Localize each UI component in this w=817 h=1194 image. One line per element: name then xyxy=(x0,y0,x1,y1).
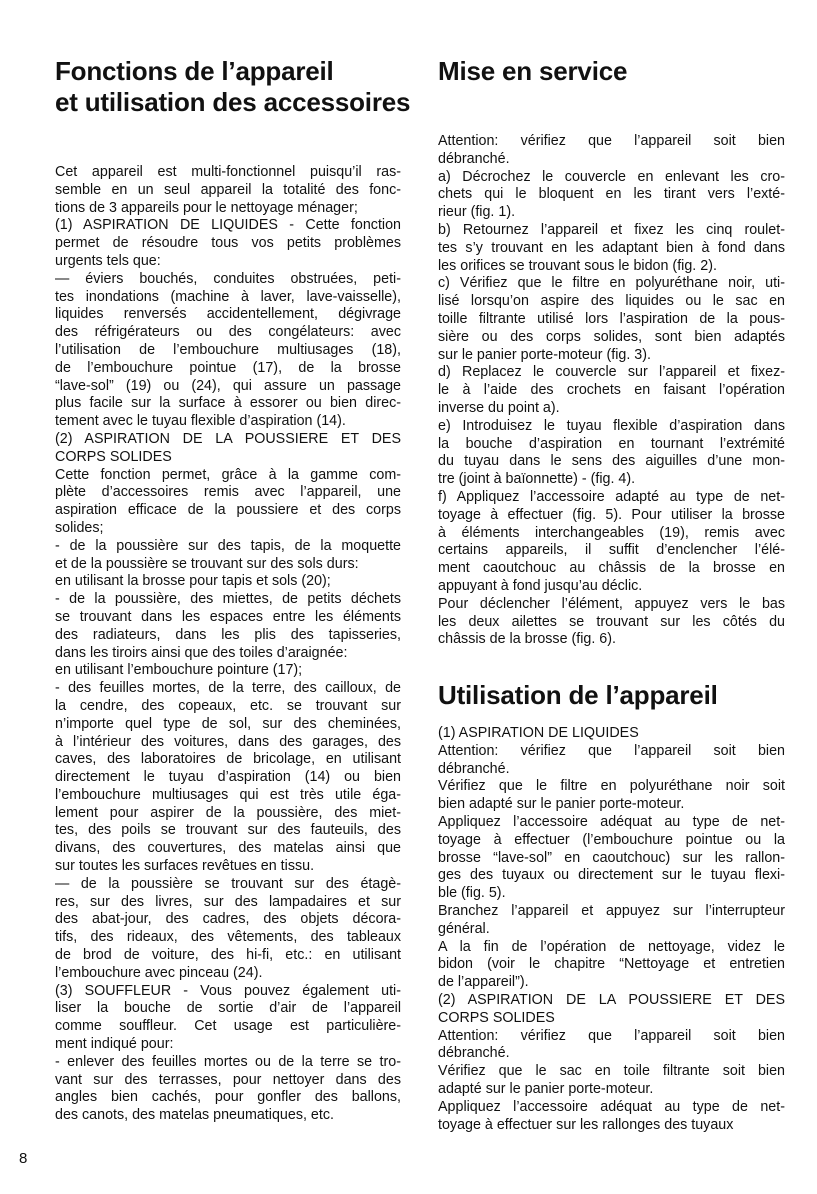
text-line: Cette fonction permet, grâce à la gamme com- xyxy=(55,466,401,483)
text-line: CORPS SOLIDES xyxy=(438,1009,555,1026)
text-line: débranché. xyxy=(438,1045,510,1062)
text-line: e) Introduisez le tuyau flexible d’aspiration dans xyxy=(438,417,785,434)
text-line: vant sur des terrasses, pour nettoyer dans des xyxy=(55,1071,401,1088)
text-line: châssis de la brosse (fig. 6). xyxy=(438,631,616,648)
text-line: res, sur des livres, sur des lampadaires et sur xyxy=(55,893,401,910)
text-line: toyage à effectuer sur les rallonges des tuyaux xyxy=(438,1116,734,1133)
text-line: tifs, des rideaux, des vêtements, des tableaux xyxy=(55,929,401,946)
text-line: CORPS SOLIDES xyxy=(55,448,172,465)
text-line: d) Replacez le couvercle sur l’appareil et fixez- xyxy=(438,364,785,381)
text-line: en utilisant la brosse pour tapis et sols (20); xyxy=(55,573,331,590)
text-line: des abat-jour, des cadres, des objets décora- xyxy=(55,911,401,928)
text-line: angles bien cachés, pour gonfler des ballons, xyxy=(55,1089,401,1106)
text-line: des réfrigérateurs ou des congélateurs: avec xyxy=(55,324,401,341)
text-line: Attention: vérifiez que l’appareil soit bien xyxy=(438,1027,785,1044)
text-line: (1) ASPIRATION DE LIQUIDES xyxy=(438,725,639,741)
text-line: directement le tuyau d’aspiration (14) ou bien xyxy=(55,769,401,786)
text-line: Appliquez l’accessoire adéquat au type de net- xyxy=(438,1098,785,1115)
left-heading xyxy=(55,56,415,118)
text-line: solides; xyxy=(55,519,104,536)
text-line: tement avec le tuyau flexible d’aspiration (14). xyxy=(55,413,346,430)
text-line: A la fin de l’opération de nettoyage, videz le xyxy=(438,938,785,955)
text-line: de brod de voiture, des hi-fi, etc.: en utilisant xyxy=(55,947,401,964)
text-line: Vérifiez que le filtre en polyuréthane noir soit xyxy=(438,778,785,795)
text-line: tions de 3 appareils pour le nettoyage ménager; xyxy=(55,199,358,216)
text-line: des canots, des matelas pneumatiques, etc. xyxy=(55,1107,334,1124)
text-line: - des feuilles mortes, de la terre, des cailloux, de xyxy=(55,680,401,697)
text-line: Vérifiez que le sac en toile filtrante soit bien xyxy=(438,1063,785,1080)
text-line: - enlever des feuilles mortes ou de la terre se tro- xyxy=(55,1053,401,1070)
text-line: comme souffleur. Cet usage est particulière- xyxy=(55,1018,401,1035)
text-line: aspiration efficace de la poussiere et des corps xyxy=(55,502,401,519)
left-heading-line-2: et utilisation des accessoires xyxy=(55,87,411,117)
text-line: inverse du point a). xyxy=(438,399,560,416)
text-line: la bouche d’aspiration en tournant l’extrémité xyxy=(438,435,785,452)
text-line: caves, des laboratoires de bricolage, en utilisant xyxy=(55,751,401,768)
text-line: (3) SOUFFLEUR - Vous pouvez également uti- xyxy=(55,982,401,999)
text-line: la cendre, des copeaux, etc. se trouvant sur xyxy=(55,697,401,714)
text-line: sur le panier porte-moteur (fig. 3). xyxy=(438,346,651,363)
left-heading-line-1: Fonctions de l’appareil xyxy=(55,56,334,86)
text-line: rieur (fig. 1). xyxy=(438,204,516,221)
text-line: ges des tuyaux ou directement sur le tuyau flexi- xyxy=(438,867,785,884)
text-line: du tuyau dans le sens des aiguilles d’une mon- xyxy=(438,453,785,470)
text-line: liquides renversés accidentellement, dégivrage xyxy=(55,306,401,323)
text-line: f) Appliquez l’accessoire adapté au type de net- xyxy=(438,488,785,505)
text-line: b) Retournez l’appareil et fixez les cinq roulet- xyxy=(438,221,785,238)
text-line: et de la poussière se trouvant sur des sols durs: xyxy=(55,555,359,572)
text-line: appuyant à fond jusqu’au déclic. xyxy=(438,577,643,594)
text-line: l’embouchure multiusages qui est très utile éga- xyxy=(55,786,401,803)
text-line: à l’intérieur des voitures, dans des garages, des xyxy=(55,733,401,750)
mise-en-service-heading: Mise en service xyxy=(438,56,628,86)
text-line: ment indiqué pour: xyxy=(55,1036,174,1053)
text-line: sur toutes les surfaces revêtues en tissu. xyxy=(55,858,315,875)
text-line: tes, des poils se trouvant sur des fauteuils, des xyxy=(55,822,401,839)
text-line: - de la poussière sur des tapis, de la moquette xyxy=(55,537,401,554)
text-line: Appliquez l’accessoire adéquat au type de net- xyxy=(438,813,785,830)
text-line: bien adapté sur le panier porte-moteur. xyxy=(438,796,685,813)
text-line: en utilisant l’embouchure pointure (17); xyxy=(55,662,303,679)
text-line: dans les tiroirs ainsi que des toiles d’araignée: xyxy=(55,644,348,661)
text-line: Pour déclencher l’élément, appuyez vers le bas xyxy=(438,595,785,612)
text-line: semble en un seul appareil la totalité des fonc- xyxy=(55,181,401,198)
page-number: 8 xyxy=(19,1150,28,1167)
text-line: toille filtrante utilisé lors l’aspiration de la pous- xyxy=(438,310,785,327)
utilisation-text xyxy=(438,725,785,1134)
text-line: les orifices se trouvant sous le bidon (fig. 2). xyxy=(438,257,717,274)
text-line: les deux ailettes se trouvant sur les côtés du xyxy=(438,613,785,630)
text-line: bidon (voir le chapitre “Nettoyage et entretien xyxy=(438,956,785,973)
text-line: divans, des couvertures, des matelas ainsi que xyxy=(55,840,401,857)
text-line: le à l’aide des crochets en faisant l’opération xyxy=(438,382,785,399)
text-line: chets qui le bloquent en les tirant vers l’exté- xyxy=(438,186,785,203)
text-line: toyage à effectuer (fig. 5). Pour utiliser la brosse xyxy=(438,506,785,523)
text-line: certains appareils, il suffit d’enclencher l’élé- xyxy=(438,542,785,559)
text-line: de l’embouchure pointue (17), de la brosse xyxy=(55,359,401,376)
text-line: lisé lorsqu’on aspire des liquides ou le sac en xyxy=(438,293,785,310)
text-line: plus facile sur la surface à essorer ou bien direc- xyxy=(55,395,401,412)
text-line: l’embouchure avec pinceau (24). xyxy=(55,964,263,981)
text-line: lement pour aspirer de la poussière, des miet- xyxy=(55,804,401,821)
text-line: — de la poussière se trouvant sur des étagè- xyxy=(55,875,401,892)
mise-en-service-text xyxy=(438,133,785,649)
text-line: sière ou des corps solides, sont bien adaptés xyxy=(438,328,785,345)
text-line: - de la poussière, des miettes, de petits déchets xyxy=(55,591,401,608)
text-line: (2) ASPIRATION DE LA POUSSIERE ET DES xyxy=(438,991,785,1008)
text-line: des radiateurs, dans les plis des tapisseries, xyxy=(55,626,401,643)
text-line: a) Décrochez le couvercle en enlevant les cro- xyxy=(438,168,785,185)
text-line: tes s’y trouvant en les adaptant bien à fond dans xyxy=(438,239,785,256)
left-body-text xyxy=(55,164,401,1125)
text-line: “lave-sol” (19) ou (24), qui assure un passage xyxy=(55,377,401,394)
text-line: général. xyxy=(438,920,490,937)
text-line: permet de résoudre tous vos petits problèmes xyxy=(55,235,401,252)
text-line: — éviers bouchés, conduites obstruées, peti- xyxy=(55,270,401,287)
text-line: débranché. xyxy=(438,150,510,167)
text-line: plète d’accessoires remis avec l’appareil, une xyxy=(55,484,401,501)
text-line: n’importe quel type de sol, sur des cheminées, xyxy=(55,715,401,732)
utilisation-heading: Utilisation de l’appareil xyxy=(438,680,718,710)
text-line: se trouvant dans les espaces entre les éléments xyxy=(55,608,401,625)
text-line: l’utilisation de l’embouchure multiusages (18), xyxy=(55,341,401,358)
text-line: tre (joint à baïonnette) - (fig. 4). xyxy=(438,471,636,488)
text-line: Branchez l’appareil et appuyez sur l’interrupteur xyxy=(438,902,785,919)
text-line: de l’appareil”). xyxy=(438,974,529,991)
text-line: ble (fig. 5). xyxy=(438,885,506,902)
text-line: Cet appareil est multi-fonctionnel puisqu’il ras- xyxy=(55,164,401,180)
text-line: ment caoutchouc au châssis de la brosse en xyxy=(438,560,785,577)
text-line: liser la bouche de sortie d’air de l’appareil xyxy=(55,1000,401,1017)
text-line: Attention: vérifiez que l’appareil soit bien xyxy=(438,133,785,149)
text-line: toyage à effectuer (l’embouchure pointue ou la xyxy=(438,831,785,848)
text-line: à éléments interchangeables (19), remis avec xyxy=(438,524,785,541)
text-line: adapté sur le panier porte-moteur. xyxy=(438,1080,654,1097)
text-line: urgents tels que: xyxy=(55,252,161,269)
text-line: (2) ASPIRATION DE LA POUSSIERE ET DES xyxy=(55,430,401,447)
text-line: c) Vérifiez que le filtre en polyuréthane noir, uti- xyxy=(438,275,785,292)
text-line: Attention: vérifiez que l’appareil soit bien xyxy=(438,742,785,759)
text-line: (1) ASPIRATION DE LIQUIDES - Cette fonction xyxy=(55,217,401,234)
text-line: débranché. xyxy=(438,760,510,777)
text-line: tes inondations (machine à laver, lave-vaisselle), xyxy=(55,288,401,305)
text-line: brosse “lave-sol” en caoutchouc) sur les rallon- xyxy=(438,849,785,866)
